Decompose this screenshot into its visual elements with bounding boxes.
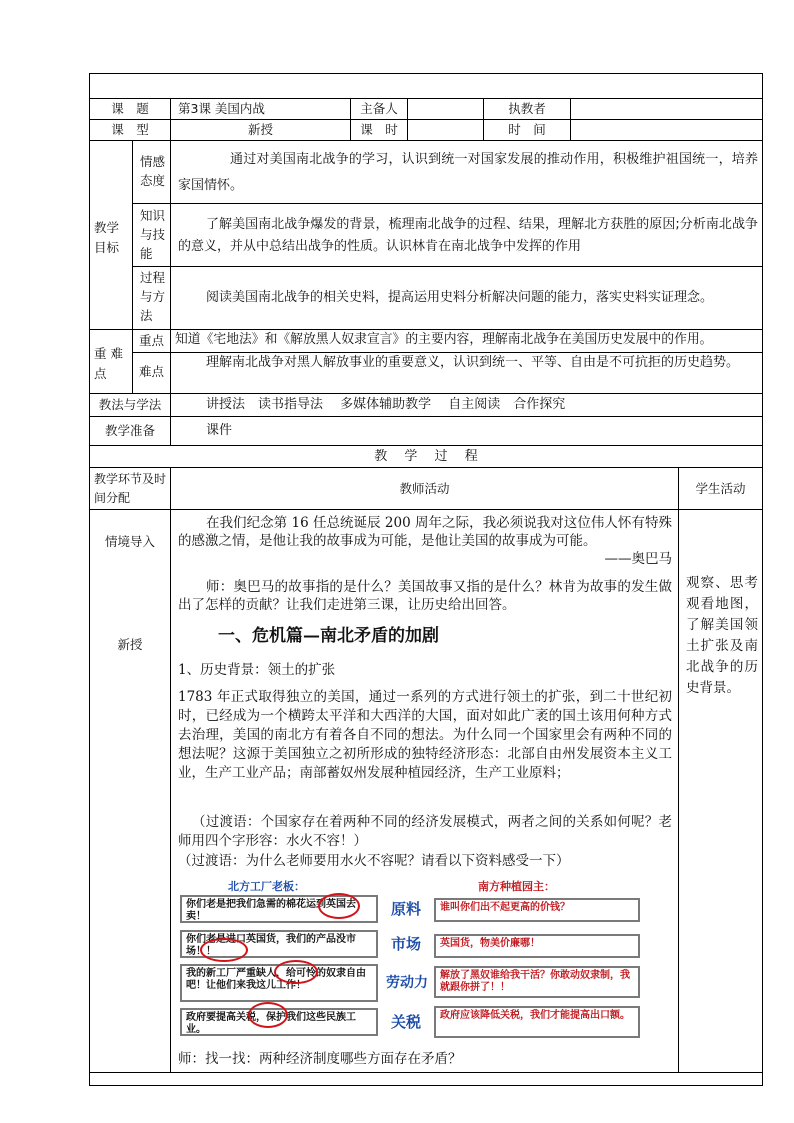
transition-1: （过渡语：个国家存在着两种不同的经济发展模式，两者之间的关系如何呢？老师用四个字形容：水火不容！） [178,814,672,849]
body-paragraph: 1783 年正式取得独立的美国，通过一系列的方式进行领土的扩张，到二十世纪初时，已经成为一个横跨太平洋和大西洋的大国，面对如此广袤的国土该用何种方式去治理，美国的南北方有着各自不同的想法。为什么同一个国家里会有两种不同的想法呢？这源于美国独立之初所形成的独特经济形态：北部自由州发展资本主义工业，生产工业产品；南部蓄奴州发展种植园经济，生产工业原料； [178,689,672,781]
methods-label: 教法与学法 [98,397,162,412]
keypoints-label: 重 难 点 [94,346,123,381]
highlight-circle [248,1002,288,1028]
process-title: 教 学 过 程 [374,449,478,464]
transition-2: （过渡语：为什么老师要用水火不容呢？请看以下资料感受一下） [178,853,570,869]
col-stage-header: 教学环节及时间分配 [94,472,167,505]
difficulty-label: 难点 [138,364,164,379]
objectives-label: 教学目标 [94,220,120,255]
process-text: 阅读美国南北战争的相关史料，提高运用史料分析解决问题的能力，落实史料实证理念。 [206,290,714,305]
focus-label: 重点 [138,333,164,348]
label-preparer: 主备人 [360,101,398,116]
prep-label: 教学准备 [104,423,155,438]
intro-quote: 在我们纪念第 16 任总统诞辰 200 周年之际，我必须说我对这位伟人怀有特殊的感激之情，是他让我的故事成为可能，是他让美国的故事成为可能。 [178,515,672,549]
col-teacher-header: 教师活动 [399,481,450,496]
topic-label: 市场 [390,935,421,953]
north-title: 北方工厂老板： [228,880,305,893]
final-question: 师：找一找：两种经济制度哪些方面存在矛盾？ [178,1051,462,1067]
north-statement: 我的新工厂严重缺人，给可怜的奴隶自由吧！让他们来我这儿工作！ [180,964,378,1002]
south-statement: 解放了黑奴谁给我干活？你敢动奴隶制，我就跟你拼了！！ [434,966,640,998]
label-type: 课 型 [111,122,149,137]
subheading-1: 1、历史背景：领土的扩张 [178,662,336,678]
topic-label: 关税 [390,1013,421,1031]
quote-author: ——奥巴马 [604,551,672,567]
lesson-type: 新授 [247,122,273,137]
student-activity: 观察、思考观看地图，了解美国领土扩张及南北战争的历史背景。 [686,575,758,696]
stage-intro: 情境导入 [104,534,155,549]
process-label: 过程与方法 [140,270,166,323]
topic-label: 原料 [390,900,421,918]
knowledge-label: 知识与技能 [140,208,166,261]
comparison-figure [178,878,668,1048]
section-heading: 一、危机篇—南北矛盾的加剧 [218,626,439,646]
label-periods: 课 时 [360,122,398,137]
north-statement: 你们老是进口英国货，我们的产品没市场！！ [180,930,378,958]
south-statement: 谁叫你们出不起更高的价钱？ [434,898,640,922]
north-statement: 你们老是把我们急需的棉花运到英国去卖！ [180,895,378,923]
label-topic: 课 题 [111,101,149,116]
emotion-label: 情感态度 [140,154,166,188]
prep-text: 课件 [206,423,233,438]
label-teacher: 执教者 [508,101,546,116]
topic-label: 劳动力 [386,975,428,991]
south-title: 南方种植园主： [478,880,555,893]
stage-new: 新授 [117,637,143,652]
difficulty-text: 理解南北战争对黑人解放事业的重要意义，认识到统一、平等、自由是不可抗拒的历史趋势。 [206,355,740,370]
highlight-circle [318,893,360,919]
knowledge-text: 了解美国南北战争爆发的背景，梳理南北战争的过程、结果，理解北方获胜的原因;分析南北战争的意义，并从中总结出战争的性质。认识林肯在南北战争中发挥的作用 [178,217,758,254]
lesson-topic: 第3课 美国内战 [178,101,265,116]
highlight-circle [200,938,248,962]
south-statement: 政府应该降低关税，我们才能提高出口额。 [434,1006,640,1038]
teacher-question: 师：奥巴马的故事指的是什么？美国故事又指的是什么？林肯为故事的发生做出了怎样的贡献？让我们走进第三课，让历史给出回答。 [178,579,672,613]
south-statement: 英国货，物美价廉哪！ [434,934,640,958]
methods-text: 讲授法 读书指导法 多媒体辅助教学 自主阅读 合作探究 [206,397,566,412]
col-student-header: 学生活动 [695,481,746,496]
highlight-circle [274,960,318,984]
focus-text: 知道《宅地法》和《解放黑人奴隶宣言》的主要内容，理解南北战争在美国历史发展中的作用。 [175,332,713,347]
label-time: 时 间 [508,122,546,137]
north-statement: 政府要提高关税，保护我们这些民族工业。 [180,1008,378,1036]
emotion-text: 通过对美国南北战争的学习，认识到统一对国家发展的推动作用，积极维护祖国统一，培养家国情怀。 [178,152,758,193]
